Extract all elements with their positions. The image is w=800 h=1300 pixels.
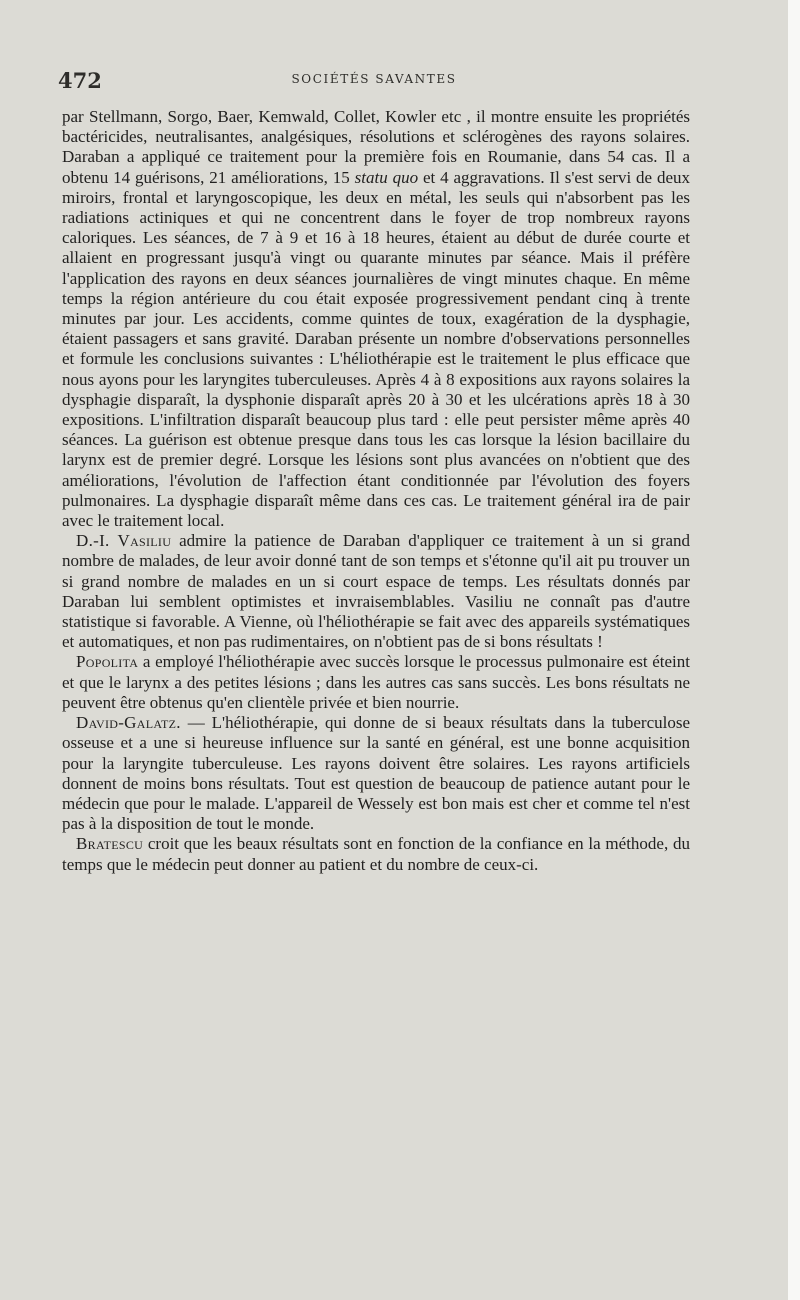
running-head: SOCIÉTÉS SAVANTES — [291, 72, 457, 86]
paragraph — [62, 713, 690, 834]
paragraph-text: admire la patience de Daraban d'appliquer ce traitement à un si grand nombre de malades, de leur avoir donné tant de son temps et s'étonne qu'il ait pu trouver un si grand nombre de malades en un si court espace de temps. Les résultats donnés par Daraban lui semblent optimistes et invraisemblables. Vasiliu ne connaît pas d'autre statistique si favorable. A Vienne, où l'héliothérapie se fait avec des appareils systématiques et automatiques, et non pas rudimentaires, on n'obtient pas de si bons résultats ! — [62, 531, 691, 652]
page-header — [58, 68, 690, 92]
paragraph — [62, 107, 690, 531]
page-number: 472 — [58, 68, 102, 93]
paragraph-text: croit que les beaux résultats sont en fonction de la confiance en la méthode, du temps que le médecin peut donner au patient et du nombre de ceux-ci. — [62, 834, 690, 874]
paragraph-text: — L'héliothérapie, qui donne de si beaux résultats dans la tuberculose osseuse et a une si heureuse influence sur la santé en général, est une bonne acquisition pour la laryngite tuberculeuse. Les rayons doivent être solaires. Les rayons artificiels donnent de moins bons résultats. Tout est question de beaucoup de patience autant pour le médecin que pour le malade. L'appareil de Wessely est bon mais est cher et comme tel n'est pas à la disposition de tout le monde. — [62, 713, 690, 834]
speaker-name: Popolita — [76, 652, 139, 672]
paragraph-text: et 4 aggravations. Il s'est servi de deux miroirs, frontal et laryngoscopique, les deux en métal, les seuls qui n'absorbent pas les radiations actiniques et qui ne concentrent dans le foyer de trop nombreux rayons caloriques. Les séances, de 7 à 9 et 16 à 18 heures, étaient au début de durée courte et allaient en progressant jusqu'à vingt ou quarante minutes par séance. Mais il préfère l'application des rayons en deux séances journalières de vingt minutes chaque. En même temps la région antérieure du cou était exposée progressivement pendant cinq à trente minutes par jour. Les accidents, comme quintes de toux, exagération de la dysphagie, étaient passagers et sans gravité. Daraban présente un nombre d'observations personnelles et formule les conclusions suivantes : L'héliothérapie est le traitement le plus efficace que nous ayons pour les laryngites tuberculeuses. Après 4 à 8 expositions aux rayons solaires la dysphagie disparaît, la dysphonie disparaît après 20 à 30 et les ulcérations après 18 à 30 expositions. L'infiltration disparaît beaucoup plus tard : elle peut persister même après 40 séances. La guérison est obtenue presque dans tous les cas lorsque la lésion bacillaire du larynx est de premier degré. Lorsque les lésions sont plus avancées on n'obtient que des améliorations, l'évolution de l'affection étant conditionnée par l'évolution des foyers pulmonaires. La dysphagie disparaît même dans ces cas. Le traitement général ira de pair avec le traitement local. — [62, 167, 691, 531]
speaker-name: D.-I. Vasiliu — [76, 531, 172, 551]
speaker-name: Bratescu — [76, 834, 144, 854]
paragraph-text: par Stellmann, Sorgo, Baer, Kemwald, Collet, Kowler etc , il montre ensuite les propriétés bactéricides, neutralisantes, analgésiques, résolutions et sclérogènes des rayons solaires. Daraban a appliqué ce traitement pour la première fois en Roumanie, dans 54 cas. Il a obtenu 14 guérisons, 21 améliorations, 15 — [62, 107, 690, 187]
paragraph — [62, 531, 690, 652]
paragraph — [62, 652, 690, 713]
body-text — [62, 107, 690, 875]
italic-phrase: statu quo — [354, 167, 419, 187]
paragraph-text: a employé l'héliothérapie avec succès lorsque le processus pulmonaire est éteint et que le larynx a des petites lésions ; dans les autres cas sans succès. Les bons résultats ne peuvent être obtenus qu'en clientèle privée et bien nourrie. — [62, 652, 690, 712]
paragraph — [62, 834, 690, 874]
speaker-name: David-Galatz. — [76, 713, 181, 733]
